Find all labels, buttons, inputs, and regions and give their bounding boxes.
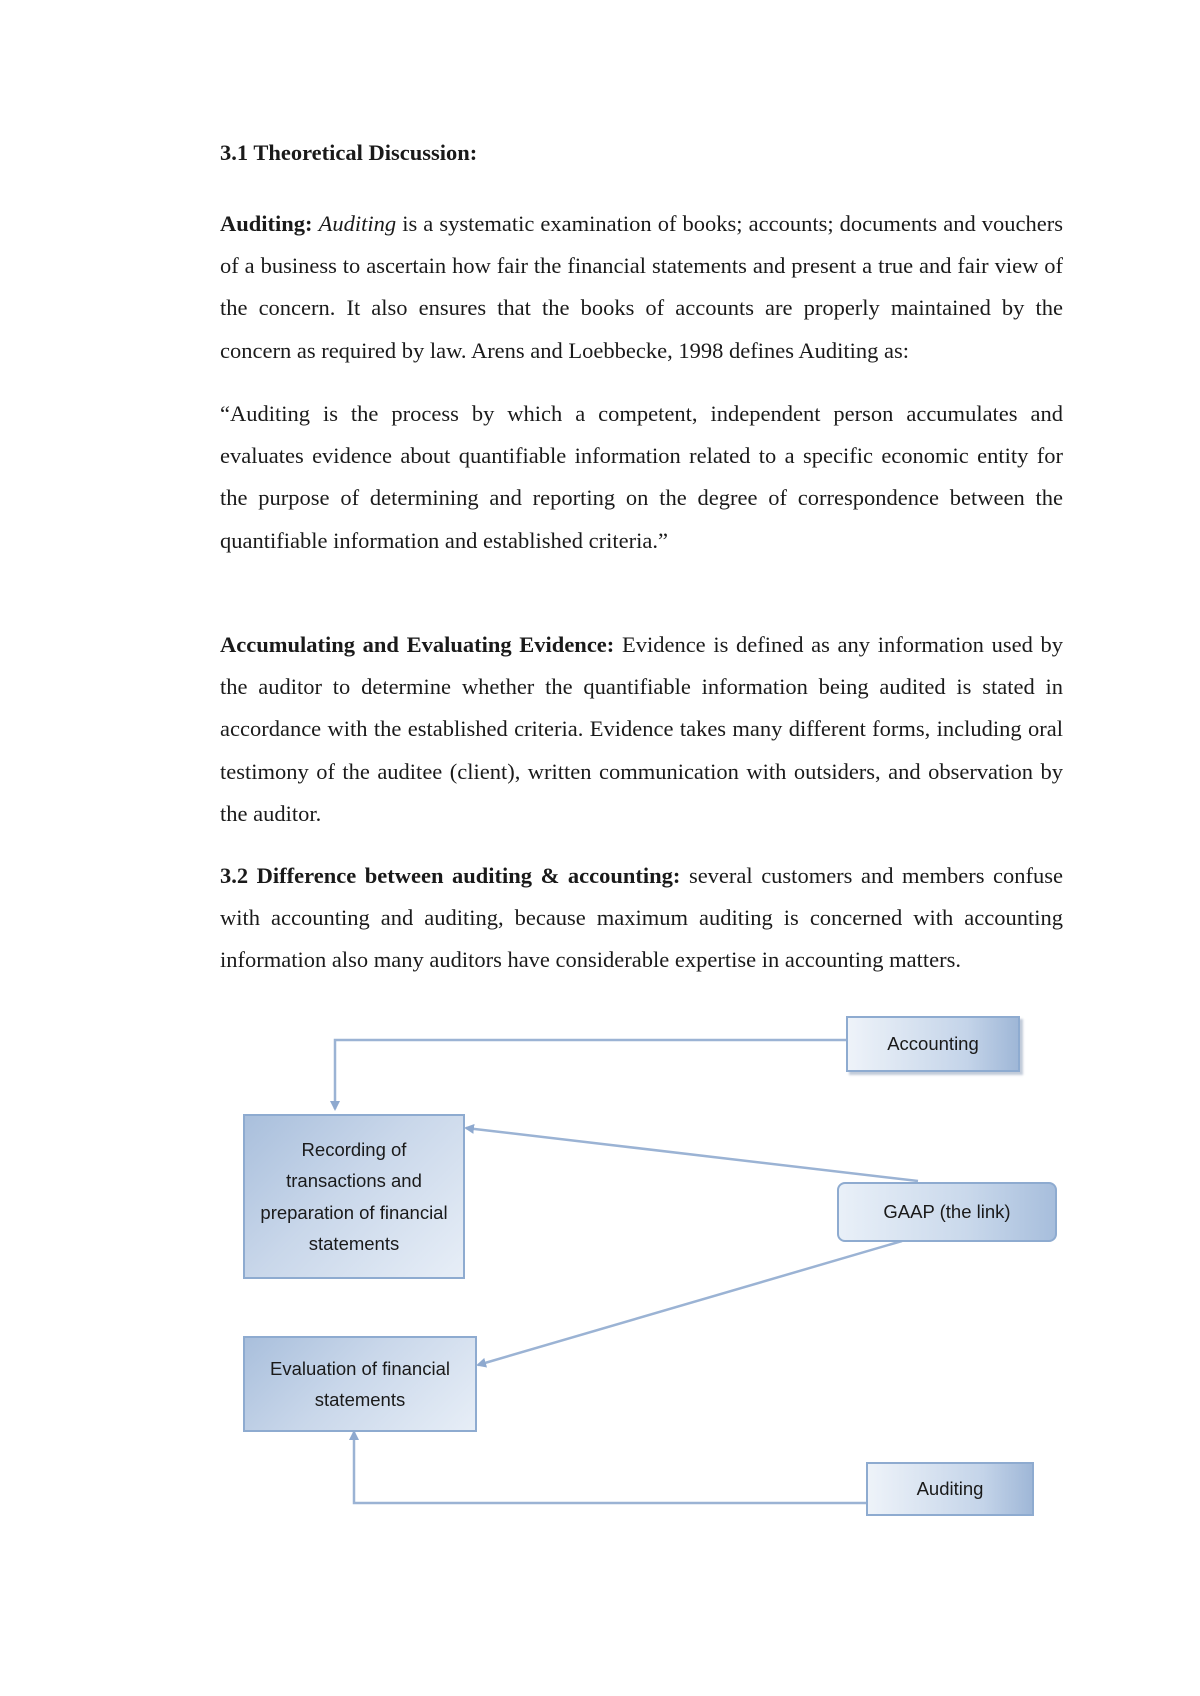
auditing-term-italic: Auditing — [318, 211, 397, 236]
evidence-term: Accumulating and Evaluating Evidence: — [220, 632, 615, 657]
recording-box: Recording of transactions and preparation of financial statements — [243, 1114, 465, 1279]
gaap-to-recording-arrow — [466, 1128, 918, 1181]
accounting-box: Accounting — [846, 1016, 1020, 1072]
auditing-box: Auditing — [866, 1462, 1034, 1516]
difference-paragraph — [220, 855, 1063, 982]
auditing-definition-paragraph — [220, 203, 1063, 372]
auditing-quote-paragraph: “Auditing is the process by which a competent, independent person accumulates and evaluates evidence about quantifiable information related to a specific economic entity for the purpose of determining and reporting on the degree of correspondence between the quantifiable information and established criteria.” — [220, 401, 1063, 553]
gaap-to-evaluation-arrow — [478, 1241, 902, 1365]
accounting-to-recording-arrow — [335, 1040, 846, 1109]
difference-term: 3.2 Difference between auditing & accounting: — [220, 863, 681, 888]
auditing-definition-text: is a systematic examination of books; accounts; documents and vouchers of a business to ascertain how fair the financial statements and present a true and fair view of the concern. It also ensures that the books of accounts are properly maintained by the concern as required by law. Arens and Loebbecke, 1998 defines Auditing as: — [220, 211, 1064, 363]
evaluation-box: Evaluation of financial statements — [243, 1336, 477, 1432]
difference-text: several customers and members confuse with accounting and auditing, because maximum auditing is concerned with accounting information also many auditors have considerable expertise in accounting matters. — [220, 863, 1063, 973]
gaap-box: GAAP (the link) — [837, 1182, 1057, 1242]
section-heading: 3.1 Theoretical Discussion: — [220, 140, 478, 165]
auditing-term: Auditing: — [220, 211, 313, 236]
evidence-paragraph — [220, 624, 1063, 835]
evidence-text: Evidence is defined as any information used by the auditor to determine whether the quantifiable information being audited is stated in accordance with the established criteria. Evidence takes many different forms, including oral testimony of the auditee (client), written communication with outsiders, and observation by the auditor. — [220, 632, 1063, 826]
auditing-to-evaluation-arrow — [354, 1432, 866, 1503]
